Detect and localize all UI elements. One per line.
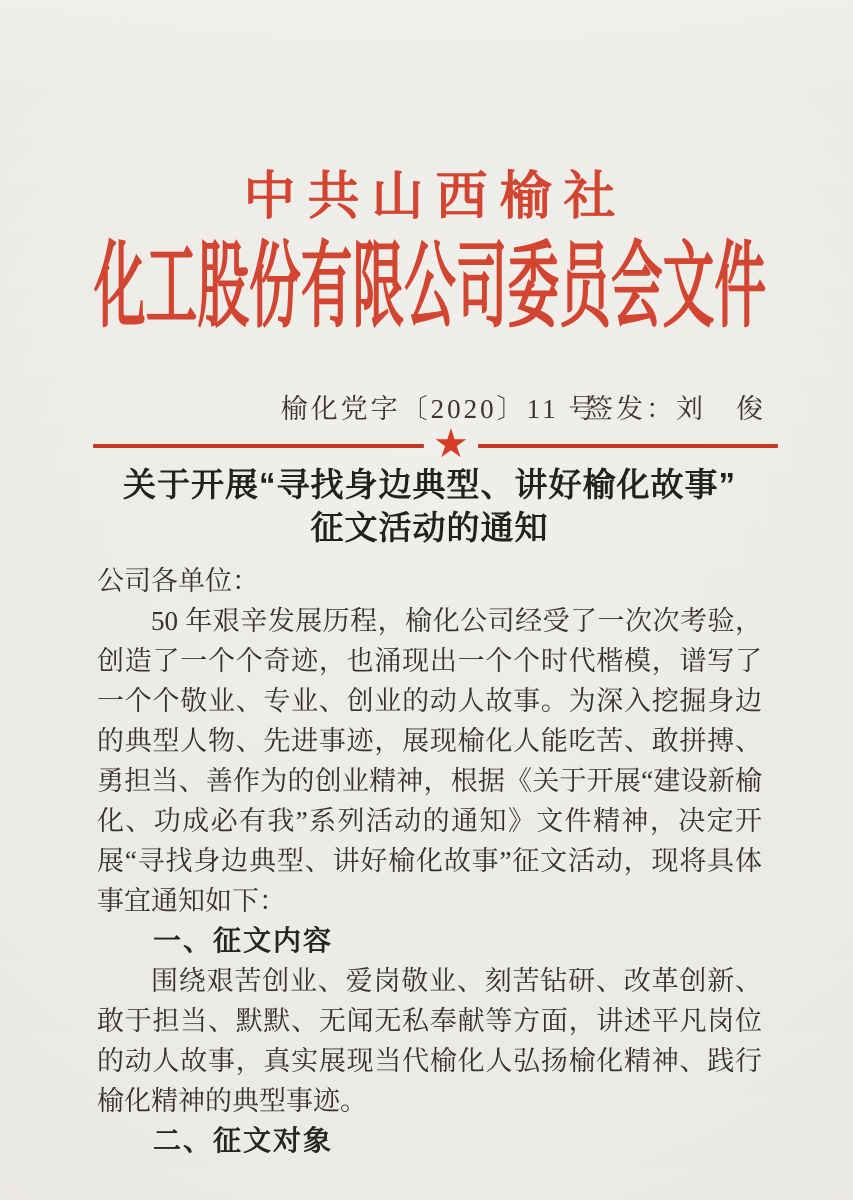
letterhead-org-line1: 中共山西榆社: [243, 169, 628, 226]
letterhead-org-line2-wrap: [93, 235, 766, 339]
document-title: [97, 463, 762, 549]
document-title-line1: 关于开展“寻找身边典型、讲好榆化故事”: [123, 466, 736, 503]
body-blocks: [97, 601, 762, 1161]
red-rule-right: [478, 444, 778, 448]
section-heading: 一、征文内容: [153, 925, 334, 956]
issuer-label: 签发：: [586, 394, 676, 424]
document-body: [97, 561, 762, 1161]
document-meta-line: [97, 390, 766, 428]
body-paragraph: 围绕艰苦创业、爱岗敬业、刻苦钻研、改革创新、敢于担当、默默、无闻无私奉献等方面，讲述平凡岗位的动人故事，真实展现当代榆化人弘扬榆化精神、践行榆化精神的典型事迹。: [97, 966, 762, 1116]
issuer-signoff: [586, 390, 766, 428]
body-paragraph: 50 年艰辛发展历程，榆化公司经受了一次次考验，创造了一个个奇迹，也涌现出一个个时代楷模，谱写了一个个敬业、专业、创业的动人故事。为深入挖掘身边的典型人物、先进事迹，展现榆化人能吃苦、敢拼搏、勇担当、善作为的创业精神，根据《关于开展“建设新榆化、功成必有我”系列活动的通知》文件精神，决定开展“寻找身边典型、讲好榆化故事”征文活动，现将具体事宜通知如下：: [97, 606, 762, 916]
document-title-line2: 征文活动的通知: [310, 509, 549, 546]
issuer-name: 刘 俊: [676, 394, 766, 424]
salutation: 公司各单位：: [97, 566, 259, 596]
letterhead-org-line2: 化工股份有限公司委员会文件: [93, 235, 766, 339]
red-rule-separator: ★: [93, 444, 778, 448]
document-number: 榆化党字〔2020〕11 号: [280, 394, 599, 424]
section-heading: 二、征文对象: [153, 1125, 334, 1156]
red-rule-left: [93, 444, 424, 448]
